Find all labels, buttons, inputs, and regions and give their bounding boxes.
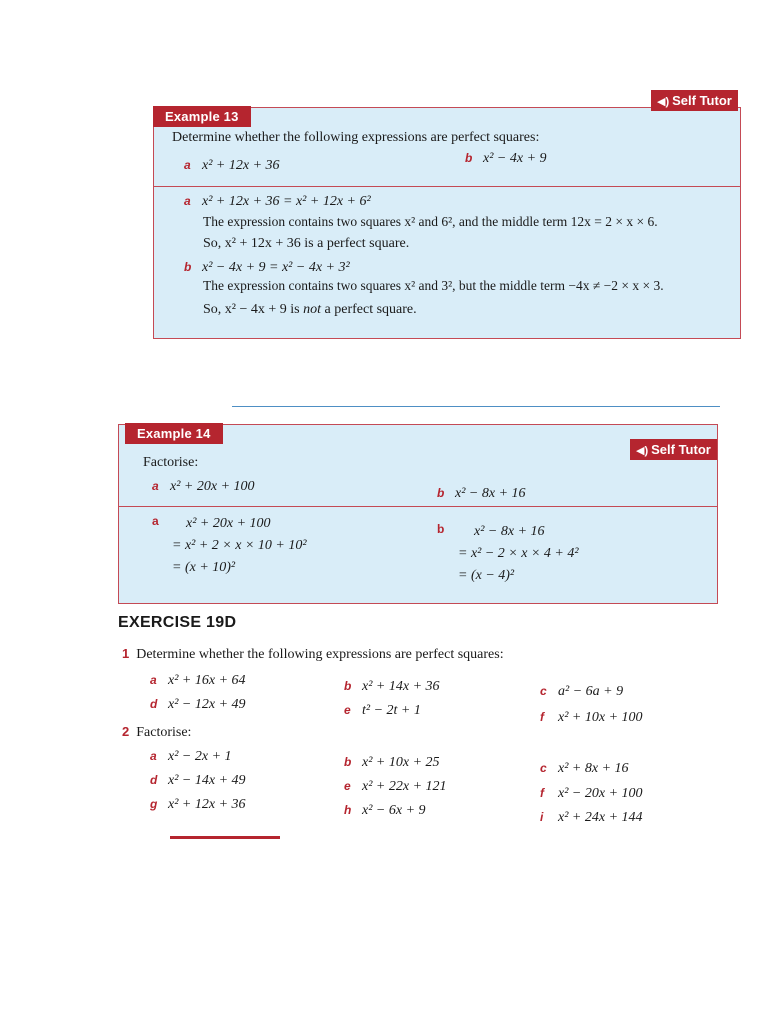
part-label: h <box>344 803 352 817</box>
expression: x² − 20x + 100 <box>558 786 643 801</box>
section-rule <box>232 406 720 407</box>
self-tutor-label: Self Tutor <box>651 442 711 457</box>
solution-a-step1: x² + 20x + 100 <box>186 516 271 531</box>
expression: x² + 10x + 100 <box>558 710 643 725</box>
solution-b-step2: = x² − 2 × x × 4 + 4² <box>458 546 579 561</box>
q1-stem <box>122 646 504 663</box>
question-a <box>152 479 255 495</box>
part-label: g <box>150 797 158 811</box>
part-label: a <box>184 158 191 172</box>
example-14-box <box>118 424 718 604</box>
q2-part-c <box>540 761 629 777</box>
question-text: Determine whether the following expressions are perfect squares: <box>136 647 504 662</box>
q2-part-a <box>150 749 232 765</box>
q1-part-f <box>540 710 643 726</box>
expression: x² − 8x + 16 <box>455 486 526 501</box>
part-label: f <box>540 786 544 800</box>
expression: x² − 12x + 49 <box>168 697 246 712</box>
part-label: a <box>150 749 157 763</box>
part-label: b <box>437 522 445 536</box>
expression: x² + 12x + 36 <box>202 158 280 173</box>
q1-part-c <box>540 684 623 700</box>
example-14-tab: Example 14 <box>125 423 223 444</box>
expression: x² + 24x + 144 <box>558 810 643 825</box>
part-label: f <box>540 710 544 724</box>
self-tutor-button[interactable] <box>651 90 738 111</box>
text: a perfect square. <box>321 302 417 317</box>
q1-part-a <box>150 673 246 689</box>
expression: x² + 20x + 100 <box>170 479 255 494</box>
example-13-tab: Example 13 <box>153 106 251 127</box>
q2-part-d <box>150 773 246 789</box>
part-label: b <box>344 755 352 769</box>
expression: x² + 22x + 121 <box>362 779 447 794</box>
expression: x² + 14x + 36 <box>362 679 440 694</box>
part-label: b <box>465 151 473 165</box>
part-label: e <box>344 779 351 793</box>
solution-b-line3 <box>203 302 417 318</box>
expression: x² + 16x + 64 <box>168 673 246 688</box>
example-13-divider <box>153 186 741 187</box>
q2-stem <box>122 724 191 741</box>
expression: x² − 4x + 9 = x² − 4x + 3² <box>202 260 350 275</box>
part-label: d <box>150 697 158 711</box>
part-label: c <box>540 684 547 698</box>
part-label: a <box>184 194 191 208</box>
solution-a-line1 <box>184 194 371 210</box>
example-13-prompt: Determine whether the following expressions are perfect squares: <box>172 130 540 145</box>
expression: x² − 6x + 9 <box>362 803 426 818</box>
question-b <box>437 486 526 502</box>
example-14-prompt: Factorise: <box>143 455 199 470</box>
question-text: Factorise: <box>136 725 192 740</box>
solution-b-line2: The expression contains two squares x² and 3², but the middle term −4x ≠ −2 × x × 3. <box>203 278 664 293</box>
part-label: b <box>184 260 192 274</box>
part-label: a <box>152 479 159 493</box>
solution-a-line2: The expression contains two squares x² and 6², and the middle term 12x = 2 × x × 6. <box>203 214 658 229</box>
q2-part-g <box>150 797 246 813</box>
question-a <box>184 158 280 174</box>
question-b <box>465 151 547 167</box>
part-label: e <box>344 703 351 717</box>
self-tutor-button[interactable] <box>630 439 717 460</box>
text: So, x² − 4x + 9 is <box>203 302 304 317</box>
q2-part-h <box>344 803 426 819</box>
expression: x² + 8x + 16 <box>558 761 629 776</box>
solution-b-label <box>437 522 455 538</box>
solution-b-line1 <box>184 260 350 276</box>
solution-a-step3: = (x + 10)² <box>172 560 236 575</box>
solution-a-label <box>152 514 170 530</box>
part-label: a <box>152 514 159 528</box>
bottom-rule <box>170 836 280 839</box>
expression: x² + 12x + 36 = x² + 12x + 6² <box>202 194 371 209</box>
self-tutor-label: Self Tutor <box>672 93 732 108</box>
expression: x² − 2x + 1 <box>168 749 232 764</box>
q2-part-f <box>540 786 643 802</box>
q2-part-b <box>344 755 440 771</box>
question-number: 2 <box>122 724 130 739</box>
solution-b-step3: = (x − 4)² <box>458 568 515 583</box>
expression: x² − 4x + 9 <box>483 151 547 166</box>
q2-part-e <box>344 779 447 795</box>
expression: a² − 6a + 9 <box>558 684 624 699</box>
part-label: a <box>150 673 157 687</box>
speaker-icon: ◀) <box>636 445 649 457</box>
q1-part-b <box>344 679 440 695</box>
expression: t² − 2t + 1 <box>362 703 421 718</box>
part-label: b <box>344 679 352 693</box>
emphasis: not <box>303 302 322 317</box>
part-label: c <box>540 761 547 775</box>
expression: x² − 14x + 49 <box>168 773 246 788</box>
q1-part-d <box>150 697 246 713</box>
question-number: 1 <box>122 646 130 661</box>
expression: x² + 10x + 25 <box>362 755 440 770</box>
solution-a-line3: So, x² + 12x + 36 is a perfect square. <box>203 236 410 251</box>
q1-part-e <box>344 703 421 719</box>
solution-a-step2: = x² + 2 × x × 10 + 10² <box>172 538 307 553</box>
exercise-heading: EXERCISE 19D <box>118 614 237 631</box>
q2-part-i <box>540 810 643 826</box>
part-label: b <box>437 486 445 500</box>
part-label: d <box>150 773 158 787</box>
solution-b-step1: x² − 8x + 16 <box>474 524 545 539</box>
example-14-divider <box>118 506 718 507</box>
expression: x² + 12x + 36 <box>168 797 246 812</box>
part-label: i <box>540 810 544 824</box>
speaker-icon: ◀) <box>657 96 670 108</box>
